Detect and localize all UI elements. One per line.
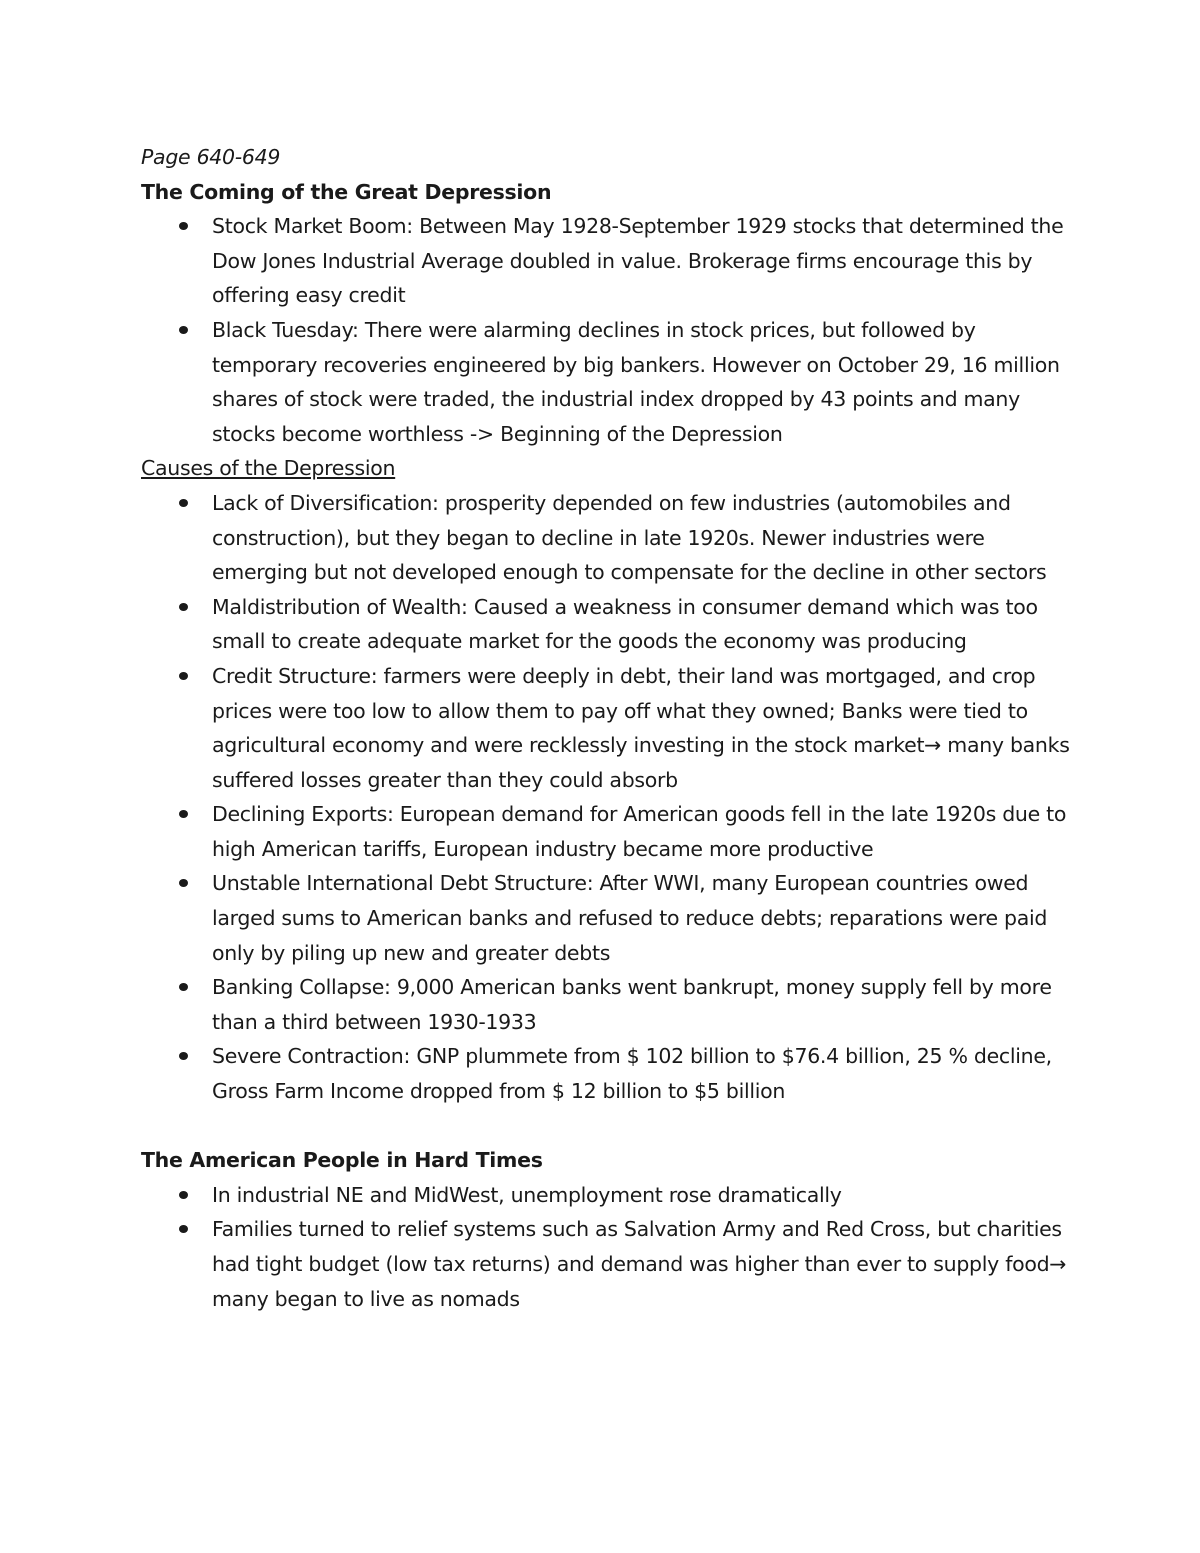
list-item: Unstable International Debt Structure: After WWI, many European countries owed larged sums to American banks and refused to reduce debts; reparations were paid only by piling up new and greater debts bbox=[141, 866, 1071, 970]
bullet-list-great-depression bbox=[141, 209, 1071, 451]
list-item: In industrial NE and MidWest, unemployment rose dramatically bbox=[141, 1178, 1071, 1213]
bullet-list-hard-times bbox=[141, 1178, 1071, 1316]
section-heading-hard-times: The American People in Hard Times bbox=[141, 1148, 543, 1173]
list-item: Maldistribution of Wealth: Caused a weakness in consumer demand which was too small to create adequate market for the goods the economy was producing bbox=[141, 590, 1071, 659]
list-item: Lack of Diversification: prosperity depended on few industries (automobiles and construction), but they began to decline in late 1920s. Newer industries were emerging but not developed enough to compensate for the decline in other sectors bbox=[141, 486, 1071, 590]
document-page bbox=[141, 140, 1071, 1316]
list-item: Severe Contraction: GNP plummete from $ 102 billion to $76.4 billion, 25 % decline, Gross Farm Income dropped from $ 12 billion to $5 billion bbox=[141, 1039, 1071, 1108]
blank-line bbox=[141, 1109, 1071, 1144]
bullet-list-causes bbox=[141, 486, 1071, 1109]
list-item: Black Tuesday: There were alarming declines in stock prices, but followed by temporary recoveries engineered by big bankers. However on October 29, 16 million shares of stock were traded, the industrial index dropped by 43 points and many stocks become worthless -> Beginning of the Depression bbox=[141, 313, 1071, 451]
page-reference: Page 640-649 bbox=[141, 145, 281, 169]
list-item: Banking Collapse: 9,000 American banks went bankrupt, money supply fell by more than a third between 1930-1933 bbox=[141, 970, 1071, 1039]
list-item: Families turned to relief systems such as Salvation Army and Red Cross, but charities had tight budget (low tax returns) and demand was higher than ever to supply food→ many began to live as nomads bbox=[141, 1212, 1071, 1316]
section-heading-great-depression: The Coming of the Great Depression bbox=[141, 179, 552, 204]
list-item: Credit Structure: farmers were deeply in debt, their land was mortgaged, and crop prices were too low to allow them to pay off what they owned; Banks were tied to agricultural economy and were recklessly investing in the stock market→ many banks suffered losses greater than they could absorb bbox=[141, 659, 1071, 797]
subheading-causes: Causes of the Depression bbox=[141, 456, 396, 481]
list-item: Stock Market Boom: Between May 1928-September 1929 stocks that determined the Dow Jones Industrial Average doubled in value. Brokerage firms encourage this by offering easy credit bbox=[141, 209, 1071, 313]
list-item: Declining Exports: European demand for American goods fell in the late 1920s due to high American tariffs, European industry became more productive bbox=[141, 797, 1071, 866]
